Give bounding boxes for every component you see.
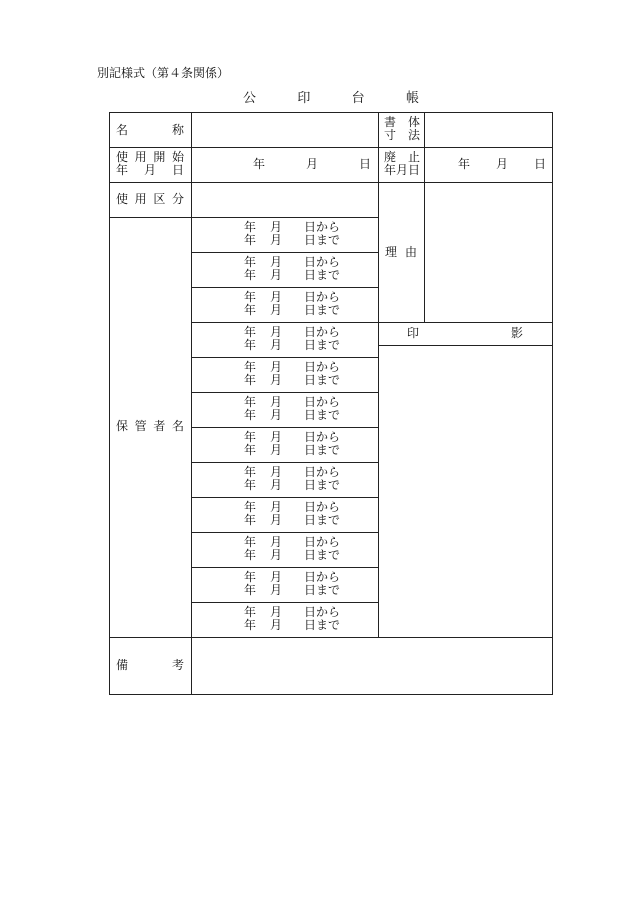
period-from: 日から: [304, 430, 341, 444]
period-until-line: [244, 234, 350, 247]
period-month: 月: [270, 220, 283, 234]
period-month: 月: [270, 500, 283, 514]
period-month: 月: [270, 605, 283, 619]
period-cell: [244, 361, 350, 386]
period-year: 年: [244, 535, 257, 549]
period-cell: [244, 256, 350, 281]
period-year: 年: [244, 255, 257, 269]
period-year: 年: [244, 407, 257, 422]
period-month: 月: [270, 442, 283, 457]
period-cell: [244, 571, 350, 596]
seal-impression-label: 印 影: [407, 326, 523, 340]
period-cell: [244, 501, 350, 526]
name-label: 名 称: [116, 123, 184, 137]
period-until-line: [244, 479, 350, 492]
period-until-line: [244, 339, 350, 352]
remarks-label: 備 考: [116, 658, 184, 672]
period-until-line: [244, 444, 350, 457]
period-month: 月: [270, 547, 283, 562]
abolish-date-value: 年 月 日: [458, 157, 546, 171]
period-month: 月: [270, 232, 283, 247]
period-year: 年: [244, 465, 257, 479]
period-until-line: [244, 584, 350, 597]
size-label: 書 体 寸 法: [384, 115, 420, 142]
period-year: 年: [244, 617, 257, 632]
period-year: 年: [244, 267, 257, 282]
period-from-line: [244, 361, 350, 374]
period-from-line: [244, 536, 350, 549]
period-until-line: [244, 619, 350, 632]
period-until-line: [244, 549, 350, 562]
period-year: 年: [244, 442, 257, 457]
period-from-line: [244, 221, 350, 234]
period-year: 年: [244, 290, 257, 304]
period-from-line: [244, 606, 350, 619]
period-until: 日まで: [304, 232, 341, 247]
period-month: 月: [270, 617, 283, 632]
period-from: 日から: [304, 500, 341, 514]
period-year: 年: [244, 302, 257, 317]
period-cell: [244, 396, 350, 421]
custodian-label: 保 管 者 名: [116, 419, 184, 433]
period-month: 月: [270, 570, 283, 584]
period-until: 日まで: [304, 337, 341, 352]
period-from: 日から: [304, 220, 341, 234]
period-from: 日から: [304, 290, 341, 304]
period-cell: [244, 326, 350, 351]
title-char: 帳: [405, 91, 419, 106]
period-cell: [244, 291, 350, 316]
usage-category-label: 使 用 区 分: [116, 192, 184, 206]
period-until: 日まで: [304, 582, 341, 597]
period-year: 年: [244, 582, 257, 597]
period-until-line: [244, 304, 350, 317]
period-from: 日から: [304, 570, 341, 584]
period-year: 年: [244, 500, 257, 514]
period-year: 年: [244, 570, 257, 584]
period-month: 月: [270, 267, 283, 282]
period-until-line: [244, 374, 350, 387]
period-month: 月: [270, 372, 283, 387]
period-cell: [244, 606, 350, 631]
start-date-value: 年 月 日: [253, 157, 371, 171]
period-year: 年: [244, 547, 257, 562]
period-month: 月: [270, 360, 283, 374]
title-char: 台: [351, 91, 365, 106]
period-year: 年: [244, 372, 257, 387]
period-from: 日から: [304, 255, 341, 269]
period-from-line: [244, 291, 350, 304]
abolish-date-label: 廃 止 年月日: [384, 150, 421, 177]
form-label: 別記様式（第４条関係）: [97, 66, 230, 80]
period-month: 月: [270, 430, 283, 444]
period-from-line: [244, 256, 350, 269]
period-month: 月: [270, 325, 283, 339]
period-month: 月: [270, 477, 283, 492]
period-from: 日から: [304, 325, 341, 339]
period-until: 日まで: [304, 512, 341, 527]
period-month: 月: [270, 407, 283, 422]
period-until: 日まで: [304, 302, 341, 317]
period-year: 年: [244, 220, 257, 234]
period-month: 月: [270, 255, 283, 269]
period-until-line: [244, 269, 350, 282]
period-from: 日から: [304, 465, 341, 479]
start-date-label: 使 用 開 始 年 月 日: [116, 150, 184, 177]
period-month: 月: [270, 582, 283, 597]
period-from: 日から: [304, 395, 341, 409]
period-cell: [244, 431, 350, 456]
period-until-line: [244, 409, 350, 422]
title-char: 印: [297, 91, 311, 106]
period-month: 月: [270, 302, 283, 317]
period-from: 日から: [304, 605, 341, 619]
period-cell: [244, 466, 350, 491]
period-from-line: [244, 501, 350, 514]
period-year: 年: [244, 430, 257, 444]
period-until: 日まで: [304, 267, 341, 282]
period-year: 年: [244, 337, 257, 352]
period-year: 年: [244, 512, 257, 527]
period-month: 月: [270, 465, 283, 479]
period-from-line: [244, 431, 350, 444]
period-year: 年: [244, 605, 257, 619]
period-year: 年: [244, 232, 257, 247]
period-month: 月: [270, 290, 283, 304]
period-until: 日まで: [304, 617, 341, 632]
period-until: 日まで: [304, 372, 341, 387]
period-year: 年: [244, 395, 257, 409]
period-from-line: [244, 326, 350, 339]
period-month: 月: [270, 395, 283, 409]
period-month: 月: [270, 337, 283, 352]
period-cell: [244, 221, 350, 246]
title-char: 公: [243, 91, 257, 106]
period-year: 年: [244, 477, 257, 492]
period-from-line: [244, 396, 350, 409]
period-from-line: [244, 466, 350, 479]
period-until: 日まで: [304, 407, 341, 422]
period-from-line: [244, 571, 350, 584]
period-month: 月: [270, 535, 283, 549]
period-cell: [244, 536, 350, 561]
period-month: 月: [270, 512, 283, 527]
period-from: 日から: [304, 535, 341, 549]
period-from: 日から: [304, 360, 341, 374]
period-year: 年: [244, 325, 257, 339]
reason-label: 理 由: [385, 245, 417, 259]
period-year: 年: [244, 360, 257, 374]
period-until-line: [244, 514, 350, 527]
period-until: 日まで: [304, 442, 341, 457]
period-until: 日まで: [304, 477, 341, 492]
period-until: 日まで: [304, 547, 341, 562]
